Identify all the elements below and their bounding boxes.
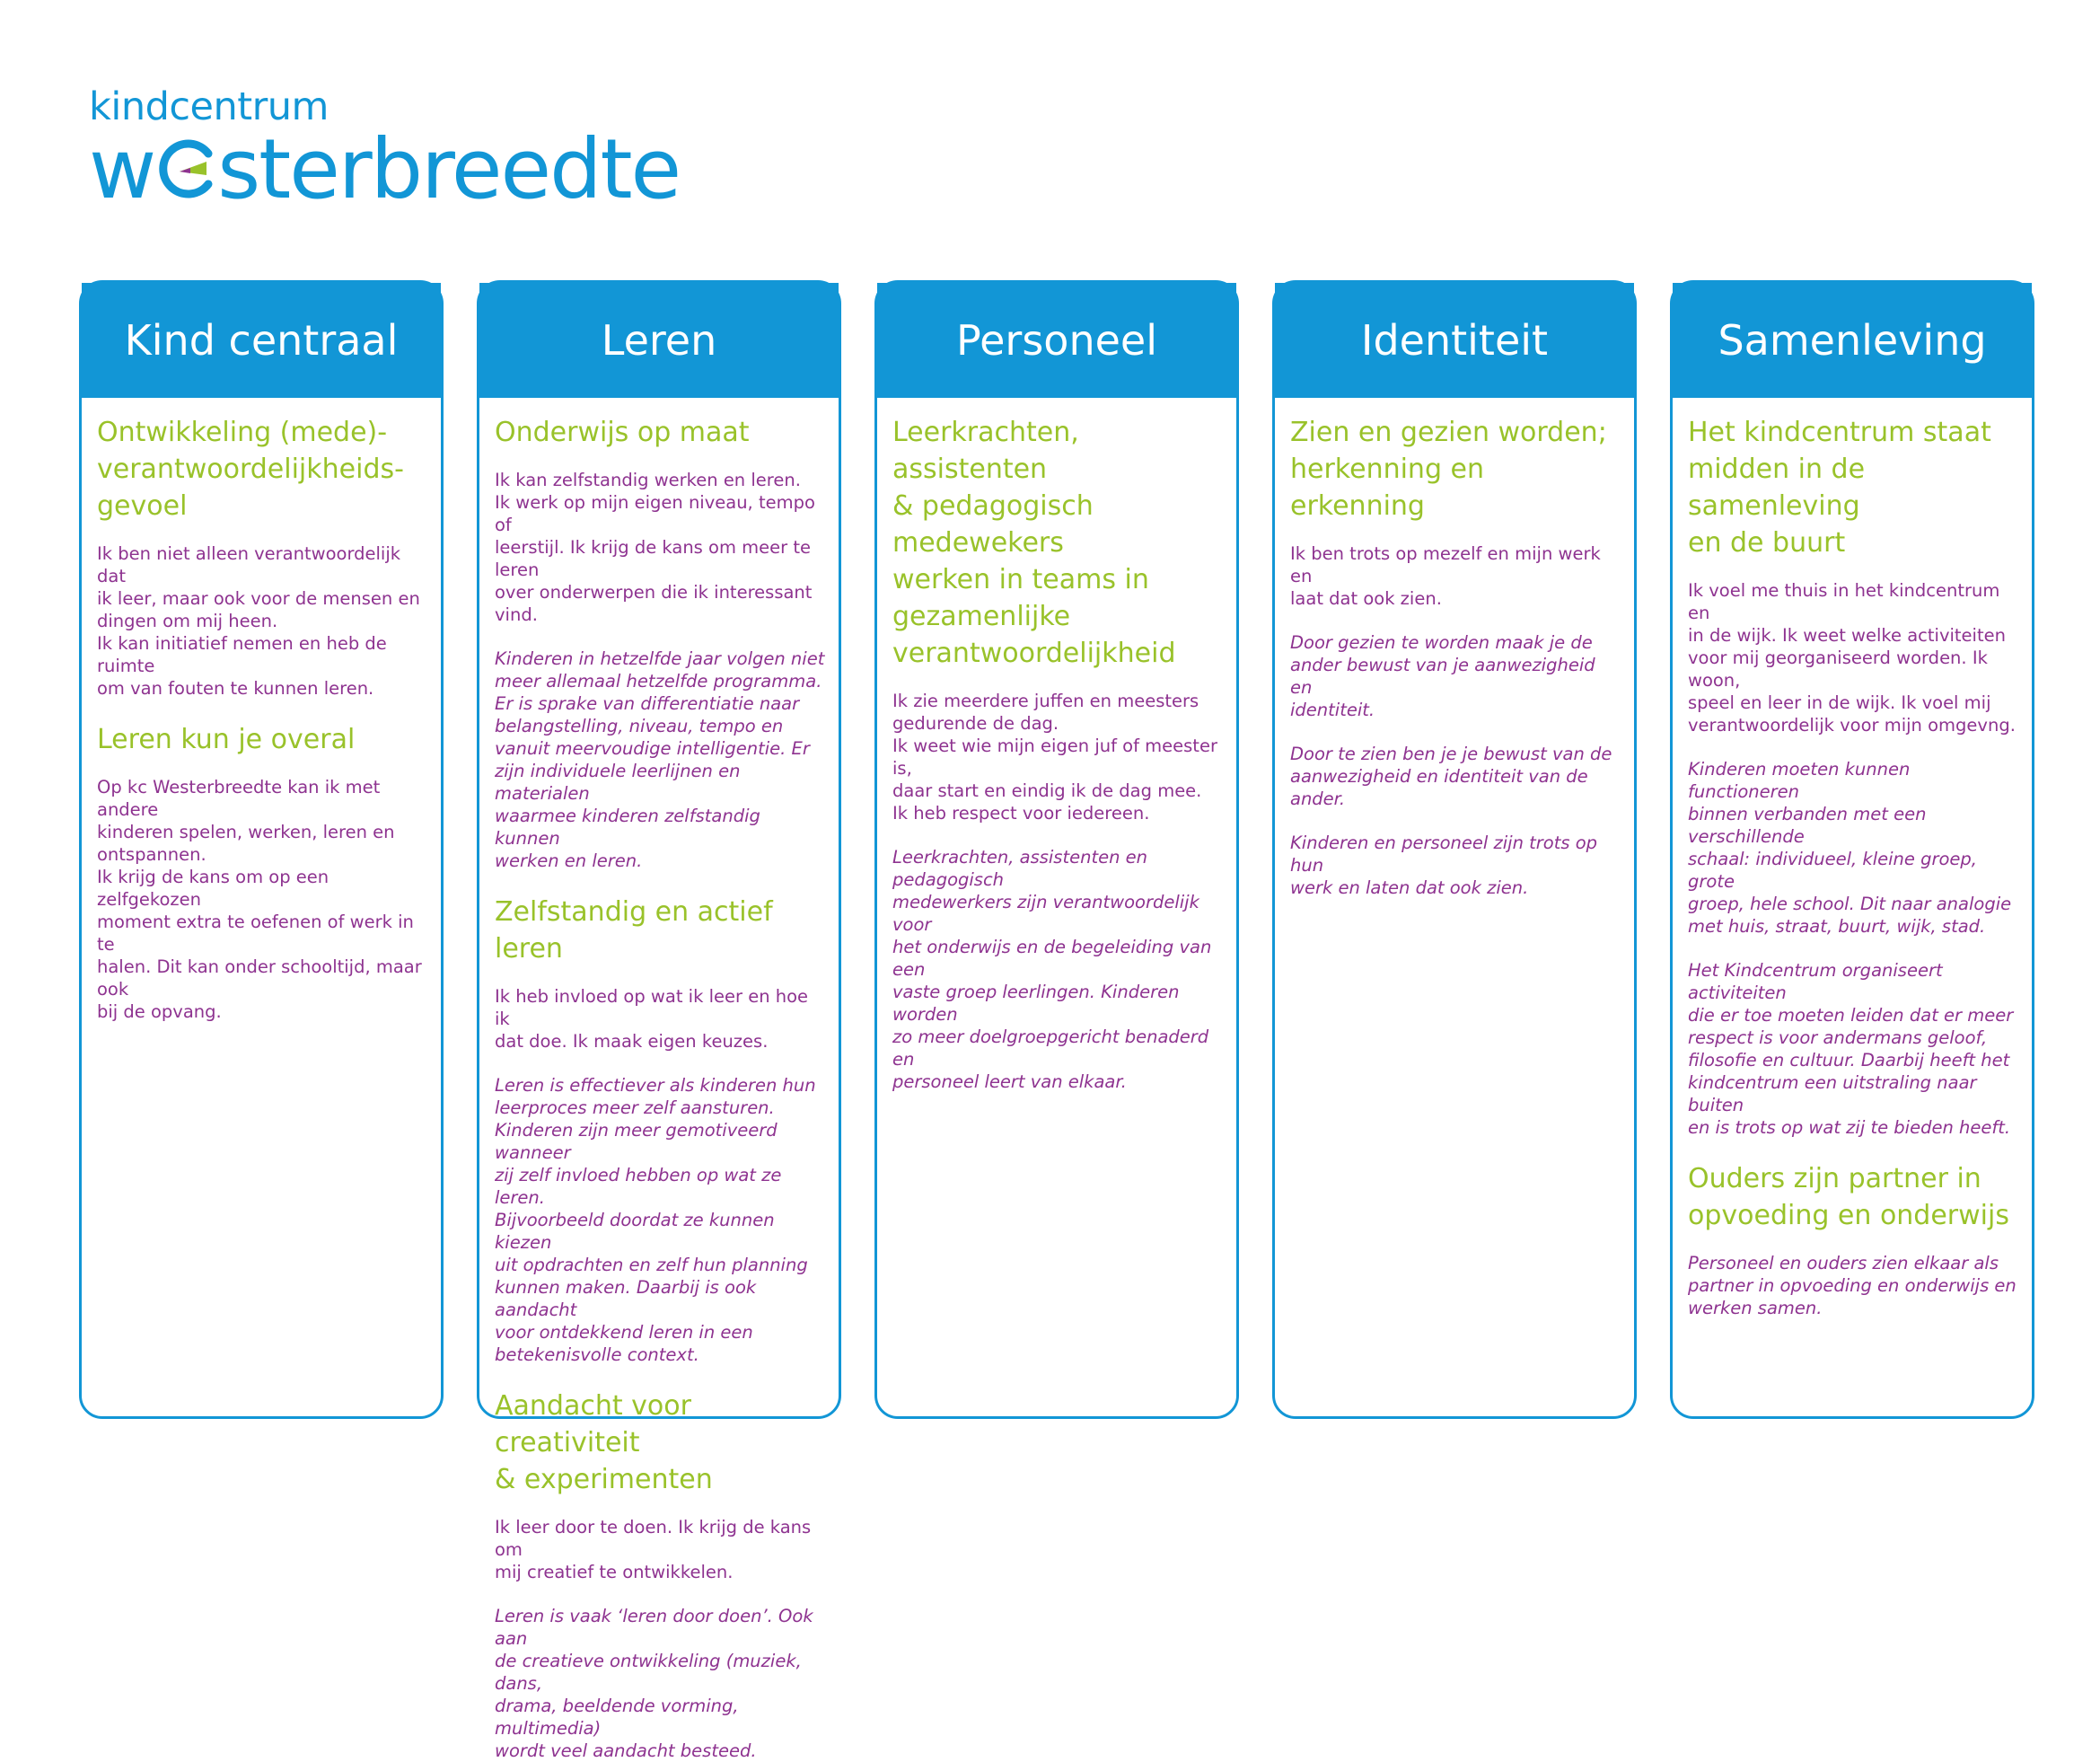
column-leren [477, 280, 841, 1761]
statement-paragraph: Ik heb invloed op wat ik leer en hoe ik dat doe. Ik maak eigen keuzes. [495, 986, 809, 1052]
column-title: Kind centraal [82, 283, 441, 398]
section-title: Onderwijs op maat [495, 417, 750, 448]
column-body [82, 398, 441, 1023]
explanation-paragraph: Leren is vaak ‘leren door doen’. Ook aan de creatieve ontwikkeling (muziek, dans, drama, beeldende vorming, multimedia) wordt veel aandacht besteed. [495, 1606, 813, 1761]
logo-o-mark-icon [154, 128, 217, 211]
explanation-paragraph: Leerkrachten, assistenten en pedagogisch medewerkers zijn verantwoordelijk voor het onderwijs en de begeleiding van een vaste groep leerlingen. Kinderen worden zo meer doelgroepgericht benaderd en personeel leert van elkaar. [892, 847, 1212, 1092]
explanation-paragraph: Kinderen en personeel zijn trots op hun werk en laten dat ook zien. [1290, 833, 1598, 898]
section [1290, 414, 1621, 899]
column-samenleving [1670, 280, 2034, 1419]
explanation-paragraph: Kinderen in hetzelfde jaar volgen niet meer allemaal hetzelfde programma. Er is sprake van differentiatie naar belangstelling, niveau, tempo en vanuit meervoudige intelligentie. Er zijn individuele leerlijnen en materialen waarmee kinderen zelfstandig kunnen werken en leren. [495, 648, 825, 871]
section-title: Leerkrachten, assistenten & pedagogisch medewekers werken in teams in gezamenlijke verantwoordelijkheid [892, 417, 1176, 669]
section [495, 1388, 825, 1762]
section [1688, 414, 2018, 1139]
column-title: Samenleving [1673, 283, 2032, 398]
section-title: Leren kun je overal [97, 724, 356, 755]
section-title: Aandacht voor creativiteit & experimenten [495, 1390, 713, 1495]
section-title: Ontwikkeling (mede)- verantwoordelijkheids- gevoel [97, 417, 404, 522]
logo-westerbreedte [89, 121, 681, 217]
statement-paragraph: Ik kan zelfstandig werken en leren. Ik werk op mijn eigen niveau, tempo of leerstijl. Ik krijg de kans om meer te leren over onderwerpen die ik interessant vind. [495, 470, 815, 625]
statement-paragraph: Ik leer door te doen. Ik krijg de kans om mij creatief te ontwikkelen. [495, 1517, 812, 1582]
statement-paragraph: Ik ben niet alleen verantwoordelijk dat ik leer, maar ook voor de mensen en dingen om mij heen. Ik kan initiatief nemen en heb de ruimte om van fouten te kunnen leren. [97, 543, 420, 699]
statement-paragraph: Ik zie meerdere juffen en meesters gedurende de dag. Ik weet wie mijn eigen juf of meester is, daar start en eindig ik de dag mee. Ik heb respect voor iedereen. [892, 691, 1217, 824]
section-title: Zelfstandig en actief leren [495, 896, 773, 965]
column-title: Identiteit [1275, 283, 1634, 398]
column-title: Leren [479, 283, 839, 398]
explanation-paragraph: Door te zien ben je je bewust van de aanwezigheid en identiteit van de ander. [1290, 744, 1612, 809]
explanation-paragraph: Leren is effectiever als kinderen hun leerproces meer zelf aansturen. Kinderen zijn meer gemotiveerd wanneer zij zelf invloed hebben op wat ze leren. Bijvoorbeeld doordat ze kunnen kiezen uit opdrachten en zelf hun planning kunnen maken. Daarbij is ook aandacht voor ontdekkend leren in een betekenisvolle context. [495, 1075, 816, 1365]
explanation-paragraph: Het Kindcentrum organiseert activiteiten die er toe moeten leiden dat er meer respect is voor andermans geloof, filosofie en cultuur. Daarbij heeft het kindcentrum een uitstraling naar buiten en is trots op wat zij te bieden heeft. [1688, 960, 2014, 1138]
logo-sterbreedte: sterbreedte [217, 121, 681, 217]
column-body [1275, 398, 1634, 899]
column-personeel [874, 280, 1239, 1419]
statement-paragraph: Ik ben trots op mezelf en mijn werk en laat dat ook zien. [1290, 543, 1601, 609]
section [892, 414, 1223, 1093]
explanation-paragraph: Personeel en ouders zien elkaar als partner in opvoeding en onderwijs en werken samen. [1688, 1253, 2017, 1318]
explanation-paragraph: Door gezien te worden maak je de ander bewust van je aanwezigheid en identiteit. [1290, 632, 1595, 720]
section [97, 721, 427, 1023]
section [495, 414, 825, 872]
column-body [1673, 398, 2032, 1319]
column-body [877, 398, 1236, 1093]
logo-kindcentrum: kindcentrum [89, 84, 329, 129]
column-title: Personeel [877, 283, 1236, 398]
section-title: Zien en gezien worden; herkenning en erkenning [1290, 417, 1607, 522]
column-identiteit [1272, 280, 1637, 1419]
section [1688, 1160, 2018, 1319]
column-body [479, 398, 839, 1762]
section-title: Het kindcentrum staat midden in de samenleving en de buurt [1688, 417, 1991, 559]
logo [89, 84, 681, 217]
logo-letter-w: w [89, 121, 155, 217]
statement-paragraph: Op kc Westerbreedte kan ik met andere kinderen spelen, werken, leren en ontspannen. Ik krijg de kans om op een zelfgekozen moment extra te oefenen of werk in te halen. Dit kan onder schooltijd, maar ook bij de opvang. [97, 777, 422, 1022]
column-kind-centraal [79, 280, 444, 1419]
section-title: Ouders zijn partner in opvoeding en onderwijs [1688, 1163, 2009, 1231]
section [495, 894, 825, 1366]
statement-paragraph: Ik voel me thuis in het kindcentrum en in de wijk. Ik weet welke activiteiten voor mij georganiseerd worden. Ik woon, speel en leer in de wijk. Ik voel mij verantwoordelijk voor mijn omgevng. [1688, 580, 2016, 736]
section [97, 414, 427, 700]
explanation-paragraph: Kinderen moeten kunnen functioneren binnen verbanden met een verschillende schaal: individueel, kleine groep, grote groep, hele school. Dit naar analogie met huis, straat, buurt, wijk, stad. [1688, 759, 2012, 937]
